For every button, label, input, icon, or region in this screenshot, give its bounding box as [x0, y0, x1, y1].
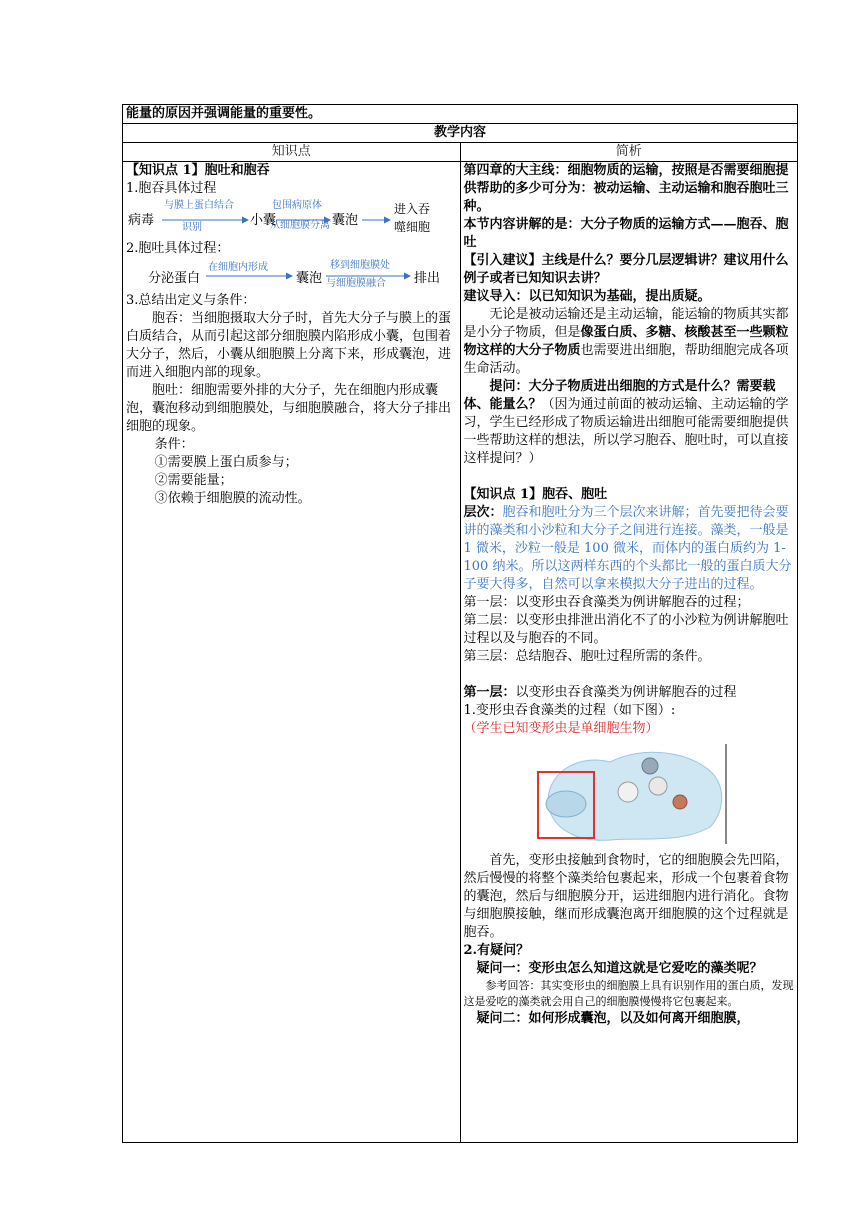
first-level-label: 第一层： — [463, 685, 516, 700]
col-header-right: 简析 — [460, 143, 798, 162]
amoeba-explanation: 首先，变形虫接触到食物时，它的细胞膜会先凹陷，然后慢慢的将整个藻类给包裹起来，形成一个包裹着食物的囊泡，然后与细胞膜分开，运进细胞内进行消化。食物与细胞膜接触，继而形成囊泡离开细胞膜的这个过程就是胞吞。 — [463, 853, 789, 940]
levels-paragraph — [464, 504, 795, 594]
amoeba-note: （学生已知变形虫是单细胞生物） — [463, 721, 659, 736]
exocytosis-title: 2.胞吐具体过程： — [126, 241, 230, 256]
first-level-heading — [464, 684, 795, 702]
col-header-left: 知识点 — [123, 143, 461, 162]
questions-title: 2.有疑问？ — [463, 943, 530, 958]
flow1-end-1: 进入吞 — [394, 202, 431, 216]
knowledge-cell — [123, 162, 461, 1143]
question-2: 疑问二：如何形成囊泡，以及如何离开细胞膜， — [476, 1011, 750, 1026]
level-1: 第一层：以变形虫吞食藻类为例讲解胞吞的过程； — [463, 595, 750, 610]
lead-in-paragraph — [464, 306, 795, 378]
intro-suggestion: 【引入建议】主线是什么？要分几层逻辑讲？建议用什么例子或者已知知识去讲？ — [463, 253, 789, 286]
condition-3: ③依赖于细胞膜的流动性。 — [154, 491, 311, 506]
flow1-arrow2-top: 包围病原体 — [272, 200, 322, 211]
exocytosis-flow — [126, 258, 457, 292]
amoeba-process-title: 1.变形虫吞食藻类的过程（如下图）: — [463, 703, 676, 718]
first-level-text: 以变形虫吞食藻类为例讲解胞吞的过程 — [515, 685, 737, 700]
top-row-text: 能量的原因并强调能量的重要性。 — [123, 105, 798, 124]
exocytosis-definition: 胞吐：细胞需要外排的大分子，先在细胞内形成囊泡，囊泡移动到细胞膜处，与细胞膜融合，将大分子排出细胞的现象。 — [126, 383, 452, 434]
level-2: 第二层：以变形虫排泄出消化不了的小沙粒为例讲解胞吐过程以及与胞吞的不同。 — [463, 613, 789, 646]
levels-label: 层次： — [463, 505, 503, 520]
flow2-arrow2-bottom: 与细胞膜融合 — [326, 278, 386, 289]
flow1-arrows — [126, 198, 454, 240]
levels-text: 胞吞和胞吐分为三个层次来讲解；首先要把待会要讲的藻类和小沙粒和大分子之间进行连接。藻类，一般是 1 微米，沙粒一般是 100 微米，而体内的蛋白质约为 1-100 纳米。所以这两样东西的个头都比一般的蛋白质大分子要大得多，自然可以拿来模拟大分子进出的过程。 — [463, 505, 792, 592]
flow1-vesicle: 囊泡 — [332, 213, 359, 228]
flow1-arrow2-bottom: 从细胞膜分离 — [270, 220, 330, 231]
flow2-arrow1-label: 在细胞内形成 — [208, 262, 268, 273]
flow1-end-2: 噬细胞 — [394, 220, 431, 234]
main-line: 第四章的大主线：细胞物质的运输，按照是否需要细胞提供帮助的多少可分为：被动运输、主动运输和胞吞胞吐三种。 — [463, 163, 789, 214]
spacer-2 — [464, 666, 795, 684]
section-focus: 本节内容讲解的是：大分子物质的运输方式——胞吞、胞吐 — [463, 217, 789, 250]
condition-2: ②需要能量； — [154, 473, 233, 488]
spacer — [464, 468, 795, 486]
lead-in-text-a: 无论是被动运输还是主动运输，能运输的物质其实都是小分子物质，但是 — [463, 307, 789, 340]
lesson-table — [122, 104, 798, 1143]
flow1-arrow1-top: 与膜上蛋白结合 — [164, 200, 234, 211]
flow1-vesicle-small: 小囊 — [250, 213, 277, 228]
flow2-release: 排出 — [414, 271, 441, 286]
endocytosis-flow — [126, 198, 457, 240]
analysis-cell — [460, 162, 798, 1143]
summary-title: 3.总结出定义与条件： — [126, 293, 256, 308]
conditions-title: 条件： — [154, 437, 194, 452]
flow2-arrows — [126, 258, 454, 292]
suggested-lead-in: 建议导入：以已知知识为基础，提出质疑。 — [463, 289, 711, 304]
left-heading: 【知识点 1】胞吐和胞吞 — [126, 163, 270, 178]
question-note: （因为通过前面的被动运输、主动运输的学习，学生已经形成了物质运输进出细胞可能需要细胞提供一些帮助这样的想法，所以学习胞吞、胞吐时，可以直接这样提问？） — [463, 397, 789, 466]
question-1: 疑问一：变形虫怎么知道这就是它爱吃的藻类呢？ — [476, 961, 763, 976]
flow2-protein: 分泌蛋白 — [148, 271, 201, 286]
flow2-arrow2-top: 移到细胞膜处 — [330, 260, 390, 271]
lead-in-text-c: 也需要进出细胞，帮助细胞完成各项生命活动。 — [463, 343, 789, 376]
lead-in-text-bold: 像蛋白质、多糖、核酸甚至一些颗粒物这样的大分子物质 — [463, 325, 789, 358]
section-title: 教学内容 — [123, 124, 798, 143]
flow1-virus: 病毒 — [128, 213, 155, 228]
flow1-arrow1-bottom: 识别 — [182, 222, 202, 233]
condition-1: ①需要膜上蛋白质参与； — [154, 455, 298, 470]
question-bold: 提问：大分子物质进出细胞的方式是什么？需要载体、能量么？ — [463, 379, 776, 412]
endocytosis-definition: 胞吞：当细胞摄取大分子时，首先大分子与膜上的蛋白质结合，从而引起这部分细胞膜内陷形成小囊，包围着大分子，然后，小囊从细胞膜上分离下来，形成囊泡，进而进入细胞内部的现象。 — [126, 311, 452, 380]
amoeba-illustration — [530, 742, 730, 846]
flow2-vesicle: 囊泡 — [296, 271, 323, 286]
question-paragraph — [464, 378, 795, 468]
answer-1: 参考回答：其实变形虫的细胞膜上具有识别作用的蛋白质，发现这是爱吃的藻类就会用自己的细胞膜慢慢将它包裹起来。 — [463, 979, 794, 1008]
endocytosis-title: 1.胞吞具体过程 — [126, 181, 217, 196]
knowledge-point-heading: 【知识点 1】胞吞、胞吐 — [463, 487, 608, 502]
level-3: 第三层：总结胞吞、胞吐过程所需的条件。 — [463, 649, 711, 664]
